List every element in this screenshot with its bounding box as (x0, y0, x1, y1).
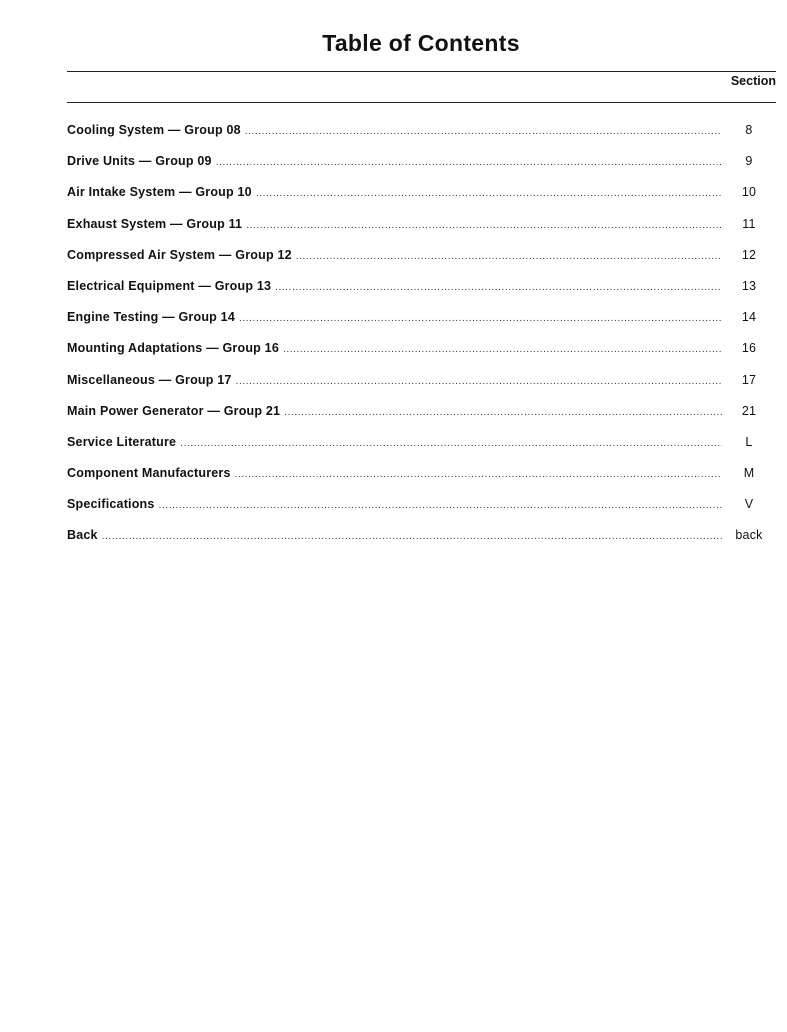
toc-entry-mounting-adaptations[interactable] (67, 341, 776, 372)
toc-entry-compressed-air-system[interactable] (67, 248, 776, 279)
dot-leader (102, 531, 722, 542)
dot-leader (216, 157, 722, 168)
toc-entry-label: Engine Testing — Group 14 (67, 310, 235, 325)
toc-entry-section: 13 (741, 278, 757, 293)
header-top-rule (67, 71, 776, 72)
toc-entry-section: 11 (742, 216, 756, 231)
toc-entry-specifications[interactable] (67, 497, 776, 528)
toc-entry-label: Compressed Air System — Group 12 (67, 247, 292, 262)
dot-leader (283, 344, 722, 355)
toc-entry-miscellaneous[interactable] (67, 373, 776, 404)
toc-entry-label: Component Manufacturers (67, 466, 231, 481)
toc-entry-service-literature[interactable] (67, 435, 776, 466)
header-bottom-rule (67, 102, 776, 103)
toc-entry-section: 9 (745, 154, 753, 169)
dot-leader (275, 282, 722, 293)
dot-leader (239, 313, 722, 324)
toc-entry-cooling-system[interactable] (67, 123, 776, 154)
table-of-contents (67, 123, 776, 560)
toc-entry-label: Main Power Generator — Group 21 (67, 403, 281, 418)
toc-entry-back[interactable] (67, 528, 776, 559)
dot-leader (284, 407, 722, 418)
toc-entry-main-power-generator[interactable] (67, 404, 776, 435)
toc-entry-section: 21 (741, 403, 757, 418)
toc-entry-label: Miscellaneous — Group 17 (67, 372, 232, 387)
toc-entry-label: Service Literature (67, 434, 177, 449)
toc-entry-exhaust-system[interactable] (67, 217, 776, 248)
dot-leader (236, 376, 722, 387)
toc-entry-label: Specifications (67, 497, 155, 512)
toc-entry-drive-units[interactable] (67, 154, 776, 185)
toc-entry-section: 12 (741, 247, 757, 262)
section-column-header: Section (730, 74, 776, 88)
toc-entry-component-manufacturers[interactable] (67, 466, 776, 497)
toc-entry-label: Electrical Equipment — Group 13 (67, 278, 272, 293)
dot-leader (159, 500, 722, 511)
toc-entry-label: Back (67, 528, 98, 543)
dot-leader (296, 251, 722, 262)
toc-entry-electrical-equipment[interactable] (67, 279, 776, 310)
toc-entry-section: 8 (745, 123, 753, 137)
toc-entry-label: Exhaust System — Group 11 (67, 216, 243, 231)
toc-entry-section: 16 (741, 341, 757, 356)
toc-entry-section: 14 (741, 310, 757, 325)
dot-leader (246, 220, 722, 231)
toc-entry-label: Drive Units — Group 09 (67, 154, 212, 169)
toc-entry-section: 10 (741, 185, 757, 200)
toc-entry-section: M (743, 466, 755, 481)
toc-entry-section: 17 (741, 372, 757, 387)
dot-leader (245, 126, 722, 137)
toc-entry-section: L (745, 434, 753, 449)
toc-entry-label: Mounting Adaptations — Group 16 (67, 341, 279, 356)
toc-entry-label: Air Intake System — Group 10 (67, 185, 252, 200)
toc-entry-section: back (735, 528, 763, 543)
toc-entry-engine-testing[interactable] (67, 310, 776, 341)
toc-entry-air-intake-system[interactable] (67, 185, 776, 216)
page-title: Table of Contents (322, 30, 520, 56)
dot-leader (180, 438, 722, 449)
toc-entry-label: Cooling System — Group 08 (67, 123, 241, 137)
toc-entry-section: V (744, 497, 754, 512)
dot-leader (235, 469, 722, 480)
dot-leader (256, 188, 722, 199)
